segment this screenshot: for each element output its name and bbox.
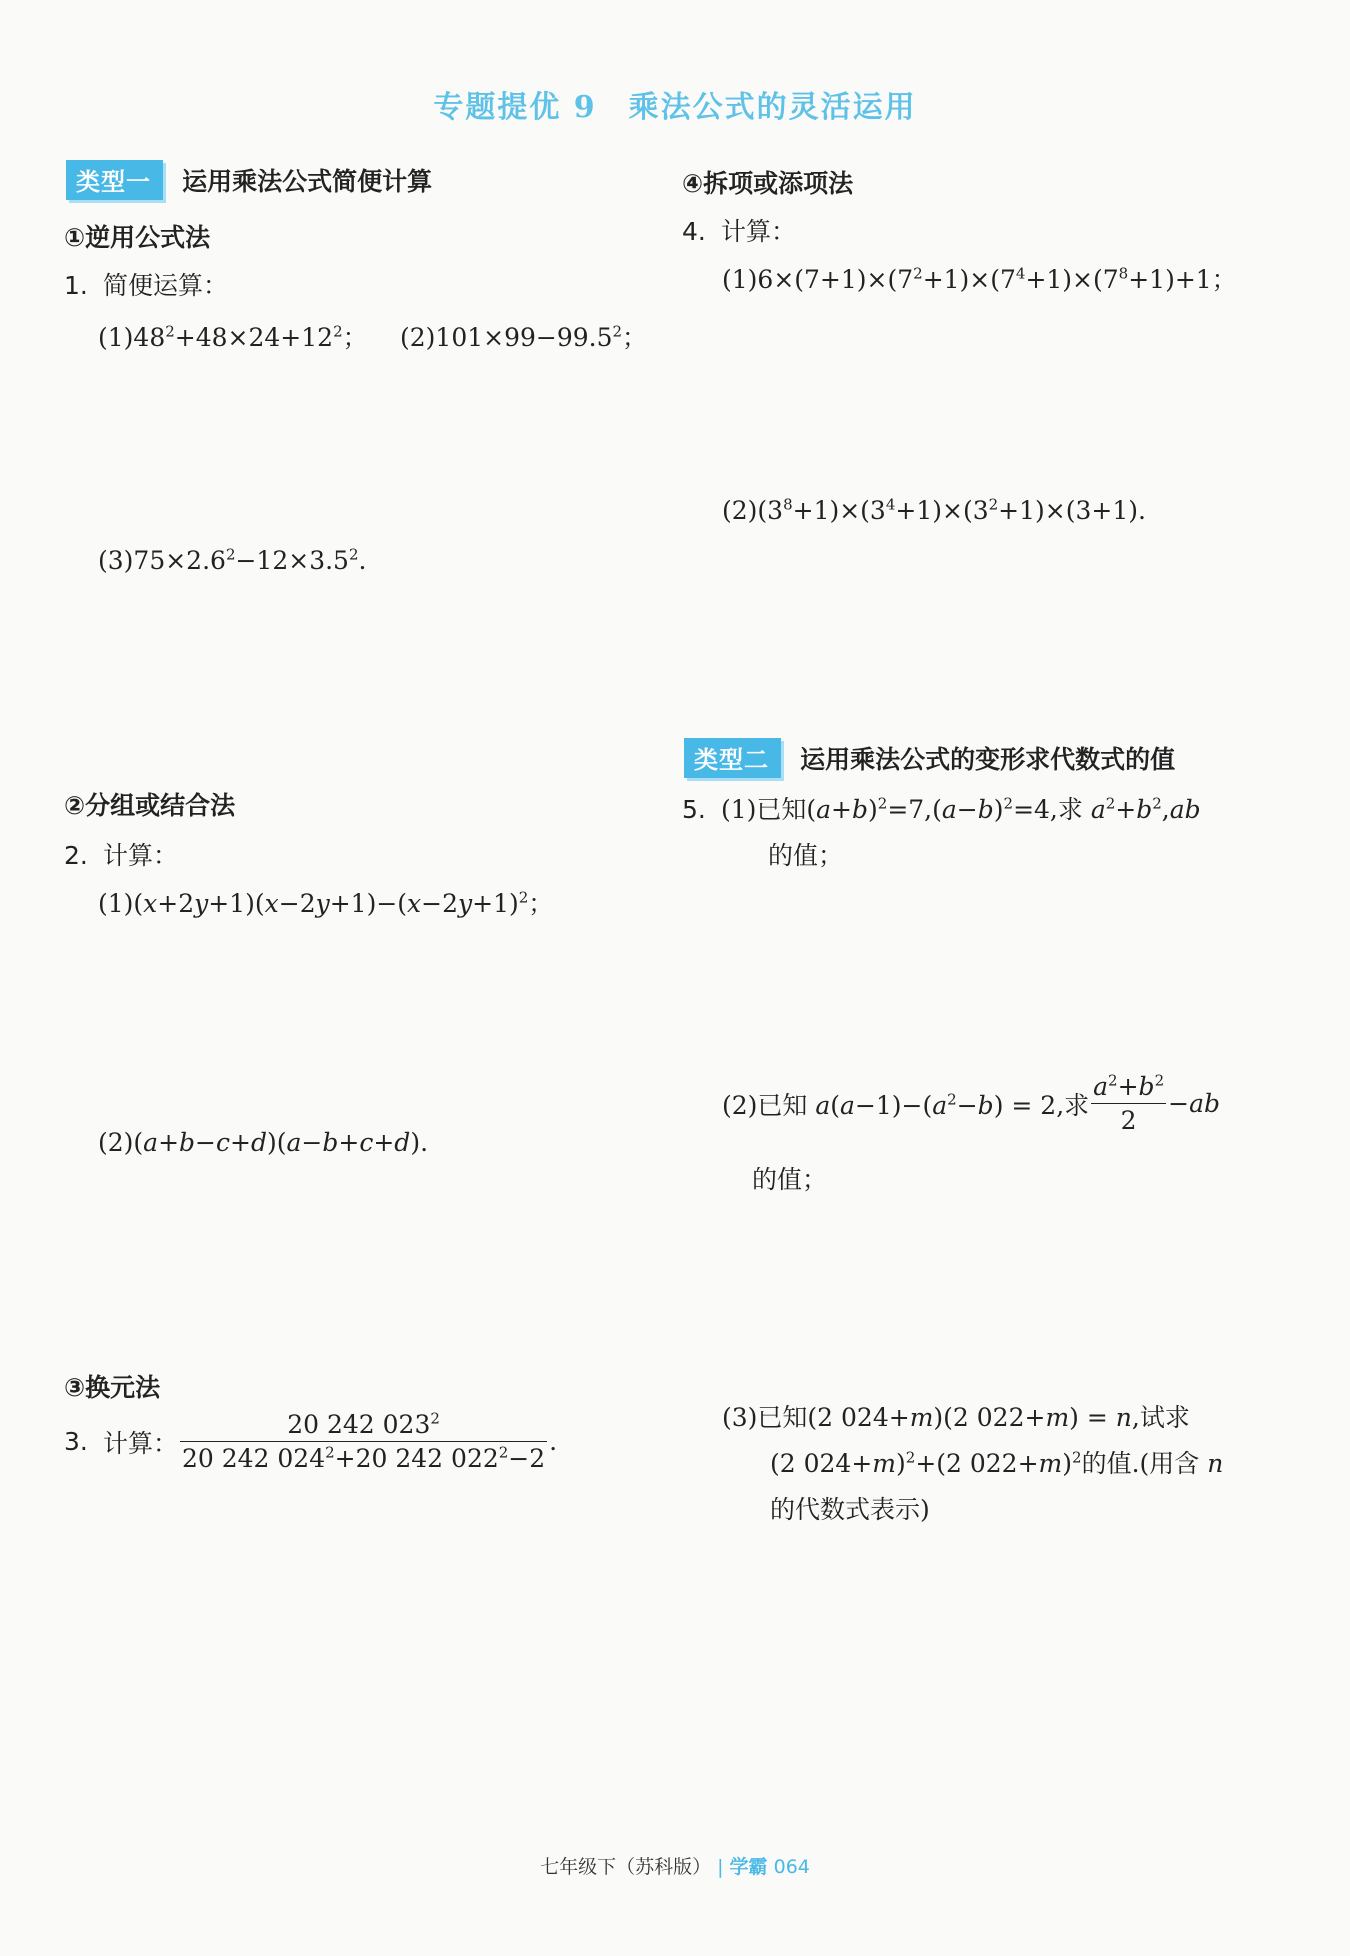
question-3-fraction <box>180 1410 547 1473</box>
question-5-part-2-cont: 的值； <box>752 1165 828 1194</box>
question-3: 3. 计算： $\frac{20 242 023^2}{20 242 024^2+20 242 022^2-2}$ . <box>64 1409 558 1473</box>
question-3-denominator: 20 242 $024^2+20$ 242 $022^2-2$ <box>181 1443 546 1473</box>
footer-brand: 学霸 <box>729 1856 768 1878</box>
question-5-part-1-cont: 的值； <box>768 841 844 870</box>
section-2-header <box>684 738 1175 778</box>
question-3-denominator-tail: −2 <box>508 1444 546 1473</box>
section-1-header <box>66 160 432 200</box>
footer-grade: 七年级下（苏科版） <box>540 1856 712 1878</box>
section-2-badge: 类型二 <box>684 738 781 778</box>
method-1-heading: ①逆用公式法 <box>64 223 211 252</box>
question-2 <box>64 836 178 872</box>
question-5-number: 5. <box>682 795 706 824</box>
question-3-denominator-b: 20 242 022 <box>355 1444 499 1473</box>
question-1-part-3: $(3)75\times 2.6^2-12\times 3.5^2$. <box>98 545 367 575</box>
page-title: 专题提优 9 乘法公式的灵活运用 <box>433 90 917 125</box>
question-3-number: 3. <box>64 1427 88 1456</box>
question-5-part-2-fraction: $\frac{a^2+b^2}{2}$ <box>1093 1071 1165 1135</box>
method-2-heading: ②分组或结合法 <box>64 791 236 820</box>
section-2-title: 运用乘法公式的变形求代数式的值 <box>800 745 1176 774</box>
section-1-badge: 类型一 <box>66 160 163 200</box>
question-5-part-3-cont-2: 的代数式表示) <box>770 1495 930 1524</box>
question-3-numerator: 20 242 $023^2$ <box>180 1410 547 1442</box>
question-2-part-2: (2)(a+b−c+d)(a−b+c+d). <box>98 1128 429 1157</box>
footer-separator: | <box>717 1856 724 1878</box>
question-5-part-3: (3)已知(2 024+m)(2 022+m) = n,试求 <box>722 1403 1190 1432</box>
question-1-part-1: $(1)48^2+48\times 24+12^2$； <box>98 322 368 352</box>
question-1 <box>64 266 228 302</box>
question-3-prompt: 计算： <box>102 1428 178 1458</box>
section-1-title: 运用乘法公式简便计算 <box>182 167 433 196</box>
question-4-number: 4. <box>682 217 706 246</box>
question-4 <box>682 212 796 248</box>
page-footer <box>0 1852 1350 1879</box>
question-5-part-3-cont-1: (2 024+m)$^2$+(2 022+m)$^2$的值.(用含 n <box>770 1448 1224 1478</box>
question-2-prompt: 计算： <box>102 841 178 870</box>
question-4-prompt: 计算： <box>720 217 796 246</box>
method-3-heading: ③换元法 <box>64 1373 161 1402</box>
question-1-number: 1. <box>64 271 88 300</box>
question-3-numerator-value: 20 242 023 <box>287 1410 431 1439</box>
question-4-part-2: $(2)(3^8+1)\times(3^4+1)\times(3^2+1)\times(3+1)$. <box>722 495 1146 525</box>
question-1-part-2: $(2)101\times 99-99.5^2$； <box>400 322 648 352</box>
question-4-part-1: $(1)6\times(7+1)\times(7^2+1)\times(7^4+1)\times(7^8+1)+1$； <box>722 264 1237 294</box>
method-4-heading: ④拆项或添项法 <box>682 169 854 198</box>
question-3-denominator-a: 20 242 024 <box>181 1444 326 1473</box>
question-2-part-1: $(1)(x+2y+1)(x-2y+1)-(x-2y+1)^2$； <box>98 888 554 918</box>
question-5-part-2: (2)已知 $a(a-1)-(a^2-b) = 2$,求 $\frac{a^2+b^2}{2}$ −ab <box>722 1071 1220 1135</box>
question-5-part-1: 5. (1)已知$(a+b)^2=7,(a-b)^2=4$,求 $a^2+b^2,ab$ <box>682 794 1201 824</box>
question-2-number: 2. <box>64 841 88 870</box>
footer-page-number: 064 <box>773 1856 810 1878</box>
question-1-prompt: 简便运算： <box>102 271 228 300</box>
